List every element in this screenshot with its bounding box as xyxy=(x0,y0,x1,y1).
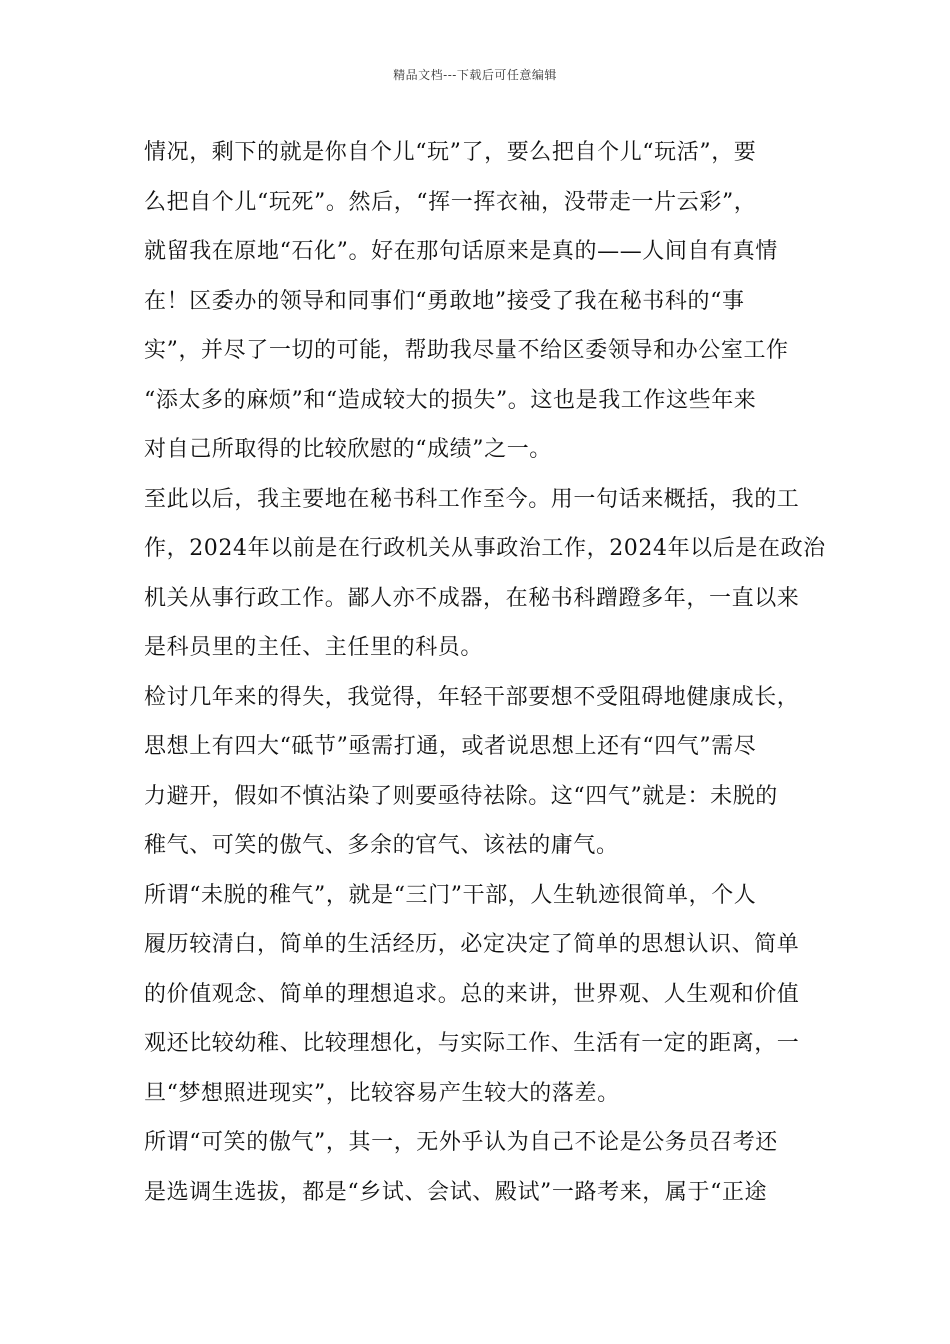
text-line: 实”，并尽了一切的可能，帮助我尽量不给区委领导和办公室工作 xyxy=(144,338,789,363)
text-line: 思想上有四大“砥节”亟需打通，或者说思想上还有“四气”需尽 xyxy=(144,734,757,759)
text-line: 么把自个儿“玩死”。然后，“挥一挥衣袖，没带走一片云彩”， xyxy=(144,189,757,215)
text-line: “添太多的麻烦”和“造成较大的损失”。这也是我工作这些年来 xyxy=(144,387,757,413)
text-line: 对自己所取得的比较欣慰的“成绩”之一。 xyxy=(144,437,552,462)
text-line: 所谓“可笑的傲气”，其一，无外乎认为自己不论是公务员召考还 xyxy=(144,1130,778,1155)
text-line: 情况，剩下的就是你自个儿“玩”了，要么把自个儿“玩活”，要 xyxy=(144,140,757,165)
text-line: 稚气、可笑的傲气、多余的官气、该祛的庸气。 xyxy=(144,833,619,858)
page-header: 精品文档---下载后可任意编辑 xyxy=(393,68,557,82)
text-line: 在！区委办的领导和同事们“勇敢地”接受了我在秘书科的“事 xyxy=(144,288,745,314)
text-line: 履历较清白，简单的生活经历，必定决定了简单的思想认识、简单 xyxy=(144,932,800,957)
text-line: 的价值观念、简单的理想追求。总的来讲，世界观、人生观和价值 xyxy=(144,981,800,1007)
text-line: 作，2024年以前是在行政机关从事政治工作，2024年以后是在政治 xyxy=(144,536,826,561)
text-line: 是科员里的主任、主任里的科员。 xyxy=(144,635,484,660)
text-line: 就留我在原地“石化”。好在那句话原来是真的——人间自有真情 xyxy=(144,239,778,264)
text-line: 检讨几年来的得失，我觉得，年轻干部要想不受阻碍地健康成长， xyxy=(144,684,800,710)
text-line: 至此以后，我主要地在秘书科工作至今。用一句话来概括，我的工 xyxy=(144,486,800,512)
text-line: 观还比较幼稚、比较理想化，与实际工作、生活有一定的距离，一 xyxy=(144,1031,800,1056)
text-line: 力避开，假如不慎沾染了则要亟待祛除。这“四气”就是：未脱的 xyxy=(144,783,778,809)
text-line: 是选调生选拔，都是“乡试、会试、殿试”一路考来，属于“正途 xyxy=(144,1179,768,1205)
text-line: 机关从事行政工作。鄙人亦不成器，在秘书科蹭蹬多年，一直以来 xyxy=(144,585,800,611)
body-text xyxy=(144,128,826,1217)
text-line: 旦“梦想照进现实”，比较容易产生较大的落差。 xyxy=(144,1080,620,1106)
text-line: 所谓“未脱的稚气”，就是“三门”干部，人生轨迹很简单，个人 xyxy=(144,882,757,908)
